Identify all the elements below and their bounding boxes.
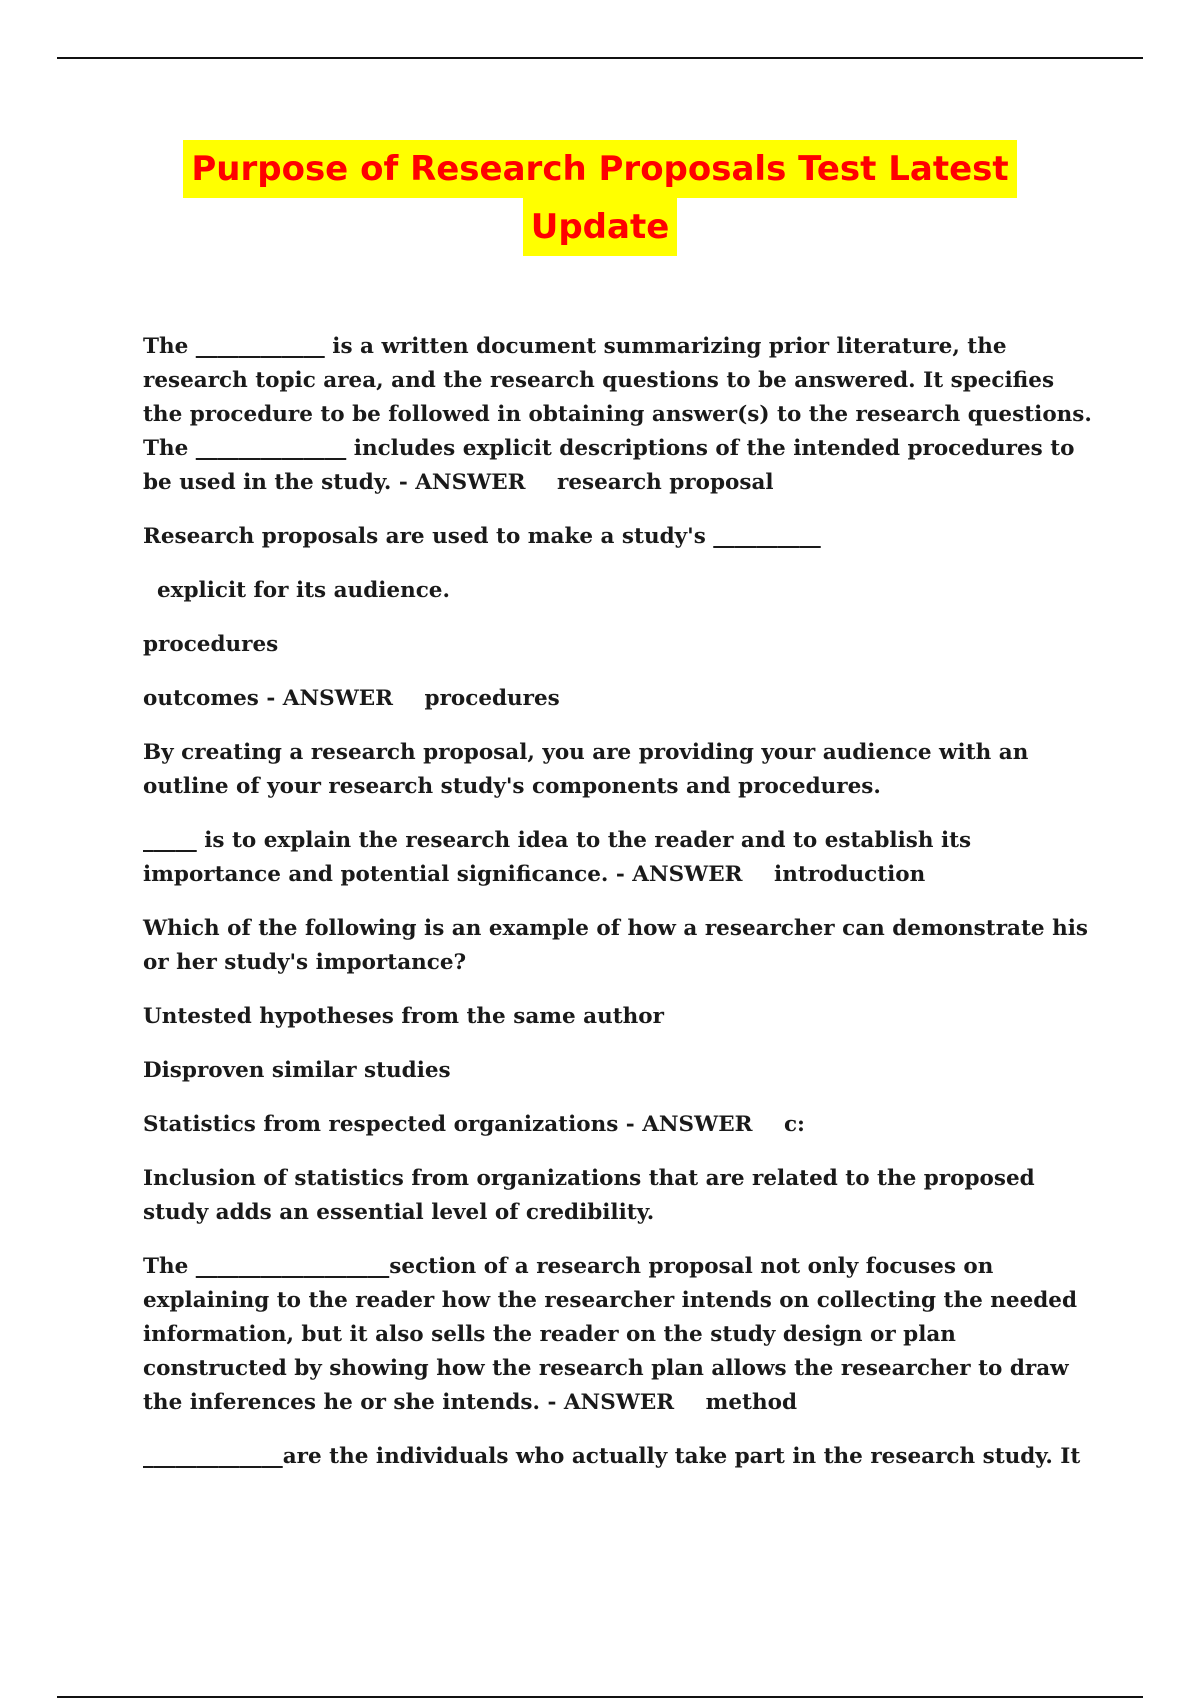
question-paragraph: Research proposals are used to make a study's __________: [143, 524, 821, 549]
footer-rule: [57, 1696, 1143, 1698]
answer-text: introduction: [774, 862, 926, 887]
question-text: The ____________ is a written document summarizing prior literature, the research topic area, and the research questions to be answered. It specifies the procedure to be followed in obtaining answer(s) to the research questions. The ______________ includes explicit descriptions of the intended procedures to be used in the study. - ANSWER: [143, 334, 1092, 495]
answer-text: c:: [783, 1112, 805, 1137]
question-paragraph: [143, 1250, 1093, 1420]
title-line-1: Purpose of Research Proposals Test Latest: [183, 140, 1016, 198]
option-line: [143, 682, 1093, 716]
option-text: Statistics from respected organizations - ANSWER: [143, 1112, 753, 1137]
option-line: Untested hypotheses from the same author: [143, 1004, 664, 1029]
question-paragraph: [143, 824, 1093, 892]
question-text: The __________________section of a research proposal not only focuses on explaining to the reader how the researcher intends on collecting the needed information, but it also sells the reader on the study design or plan constructed by showing how the research plan allows the researcher to draw the inferences he or she intends. - ANSWER: [143, 1254, 1078, 1415]
question-paragraph: Which of the following is an example of how a researcher can demonstrate his or her study's importance?: [143, 916, 1088, 975]
title-line-2: Update: [523, 198, 678, 256]
answer-text: research proposal: [557, 470, 774, 495]
option-text: outcomes - ANSWER: [143, 686, 394, 711]
option-line: explicit for its audience.: [157, 578, 450, 603]
answer-text: method: [705, 1390, 797, 1415]
question-paragraph: _____________are the individuals who actually take part in the research study. It: [143, 1444, 1081, 1469]
question-paragraph: [143, 330, 1093, 500]
option-line: [143, 1108, 1093, 1142]
explanation-paragraph: Inclusion of statistics from organizations that are related to the proposed study adds an essential level of credibility.: [143, 1166, 1035, 1225]
option-line: Disproven similar studies: [143, 1058, 451, 1083]
explanation-paragraph: By creating a research proposal, you are providing your audience with an outline of your research study's components and procedures.: [143, 740, 1029, 799]
header-rule: [57, 57, 1143, 59]
document-title: [0, 140, 1200, 256]
question-text: _____ is to explain the research idea to the reader and to establish its importance and potential significance. - ANSWER: [143, 828, 972, 887]
document-body: [143, 330, 1093, 1494]
option-line: procedures: [143, 632, 279, 657]
answer-text: procedures: [424, 686, 560, 711]
